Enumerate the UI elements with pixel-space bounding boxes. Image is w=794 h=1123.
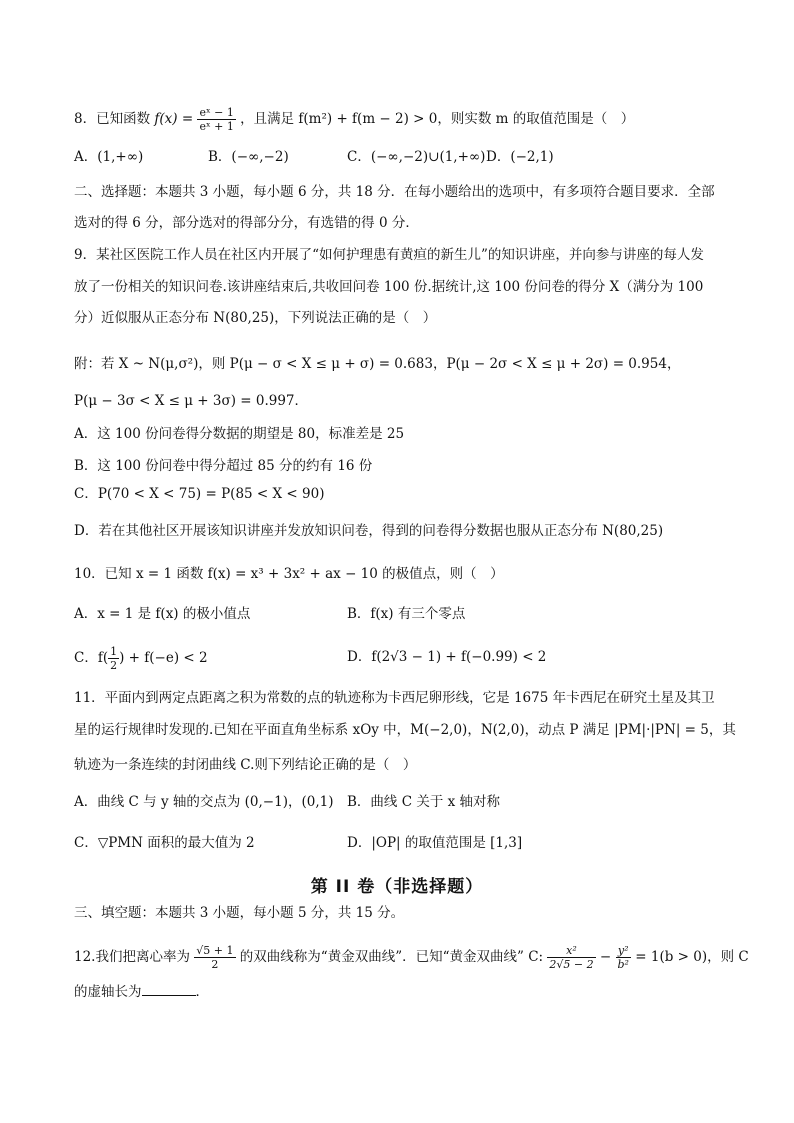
q11-option-c[interactable]: C．▽PMN 面积的最大值为 2 [74,835,255,851]
q11-line1: 11．平面内到两定点距离之积为常数的点的轨迹称为卡西尼卵形线，它是 1675 年卡西尼在研究土星及其卫 [74,690,715,706]
q8-option-d-text: (−2,1) [510,149,554,165]
q12-frac-den: 2 [211,958,219,971]
section3-heading: 三、填空题：本题共 3 小题，每小题 5 分，共 15 分。 [74,905,405,921]
q11-option-a[interactable]: A．曲线 C 与 y 轴的交点为 (0,−1)，(0,1) [74,794,334,810]
q12-eccentricity-fraction [194,944,235,971]
q10-option-c-frac-num: 1 [110,645,118,658]
q12-y-den: b² [617,958,629,971]
q10-option-b[interactable]: B．f(x) 有三个零点 [347,606,466,622]
q10-option-c-frac-den: 2 [110,659,118,672]
q8-option-b-label: B． [208,149,232,165]
q11-option-b[interactable]: B．曲线 C 关于 x 轴对称 [347,794,501,810]
q12-post: = 1(b > 0)，则 C [635,949,749,965]
q8-option-c-text: (−∞,−2)∪(1,+∞) [370,149,486,165]
q11-line3: 轨迹为一条连续的封闭曲线 C.则下列结论正确的是（ ） [74,757,417,773]
q10-stem: 10．已知 x = 1 函数 f(x) = x³ + 3x² + ax − 10 的极值点，则（ ） [74,566,504,582]
q10-option-c-rest: + f(−e) < 2 [124,650,208,666]
q11-option-d[interactable]: D．|OP| 的取值范围是 [1,3] [347,835,523,851]
q8-option-d-label: D． [486,149,511,165]
q8-option-c-label: C． [347,149,371,165]
q12-mid: 的双曲线称为“黄金双曲线”．已知“黄金双曲线” C: [239,949,544,965]
q9-option-d[interactable]: D．若在其他社区开展该知识讲座并发放知识问卷，得到的问卷得分数据也服从正态分布 N(80,25) [74,523,664,539]
q9-line2: 放了一份相关的知识问卷.该讲座结束后,共收回问卷 100 份.据统计,这 100 份问卷的得分 X（满分为 100 [74,279,704,295]
q12-x-num: x² [547,944,595,958]
q8-frac-den: eˣ + 1 [199,120,234,133]
q12-x-den: 2√5 − 2 [549,958,594,971]
q12-pre: 12.我们把离心率为 [74,949,190,965]
q10-option-a[interactable]: A．x = 1 是 f(x) 的极小值点 [74,606,251,622]
q9-note2: P(μ − 3σ < X ≤ μ + 3σ) = 0.997． [74,393,309,409]
q12-line2 [74,982,209,1002]
q8-option-a[interactable] [74,147,143,167]
q12-line2-text: 的虚轴长为 [74,984,142,1000]
q8-option-b-text: (−∞,−2) [231,149,289,165]
q8-stem-mid: ，且满足 f(m²) + f(m − 2) > 0，则实数 m 的取值范围是（ ） [240,111,635,127]
q12-y-num: y² [616,944,631,958]
q12-stem [74,944,749,971]
q12-frac-num: √5 + 1 [196,944,234,957]
q8-option-d[interactable] [486,147,554,167]
q11-line2: 星的运行规律时发现的.已知在平面直角坐标系 xOy 中，M(−2,0)，N(2,0)，动点 P 满足 |PM|·|PN| = 5，其 [74,722,736,738]
q12-y-term [616,944,631,971]
q10-option-c[interactable]: C．f( $\frac{1}{2}$ ) + f(−e) < 2 [74,645,208,672]
q9-option-a[interactable]: A．这 100 份问卷得分数据的期望是 80，标准差是 25 [74,426,405,442]
q9-option-b[interactable]: B．这 100 份问卷中得分超过 85 分的约有 16 份 [74,458,373,474]
q8-option-b[interactable] [208,147,289,167]
q9-option-c[interactable]: C．P(70 < X < 75) = P(85 < X < 90) [74,486,325,502]
part2-title: 第 II 卷（非选择题） [310,877,484,897]
q9-line1: 9．某社区医院工作人员在社区内开展了“如何护理患有黄疸的新生儿”的知识讲座，并向参与讲座的每人发 [74,247,704,263]
q8-func: f(x) = [154,111,198,127]
q8-option-c[interactable] [347,147,485,167]
q12-x-term [547,944,595,971]
section2-line2: 选对的得 6 分，部分选对的得部分分，有选错的得 0 分． [74,215,419,231]
q9-line3: 分）近似服从正态分布 N(80,25)，下列说法正确的是（ ） [74,310,437,326]
q8-stem-pre: 8．已知函数 [74,111,151,127]
q8-option-a-label: A． [74,149,98,165]
q8-fraction [197,106,235,133]
section2-line1: 二、选择题：本题共 3 小题，每小题 6 分，共 18 分．在每小题给出的选项中，有多项符合题目要求．全部 [74,184,715,200]
q9-note1: 附：若 X ~ N(μ,σ²)，则 P(μ − σ < X ≤ μ + σ) = 0.683，P(μ − 2σ < X ≤ μ + 2σ) = 0.954， [74,356,681,372]
q12-minus: − [595,949,616,965]
q10-option-c-label: C．f [74,650,103,666]
q8-stem [74,106,634,133]
q12-answer-blank[interactable] [142,983,196,996]
q8-frac-num: eˣ − 1 [199,106,234,119]
q12-end: ． [195,984,209,1000]
q10-option-d[interactable]: D．f(2√3 − 1) + f(−0.99) < 2 [347,649,547,665]
q8-option-a-text: (1,+∞) [97,149,144,165]
q10-option-c-fraction [108,645,119,672]
